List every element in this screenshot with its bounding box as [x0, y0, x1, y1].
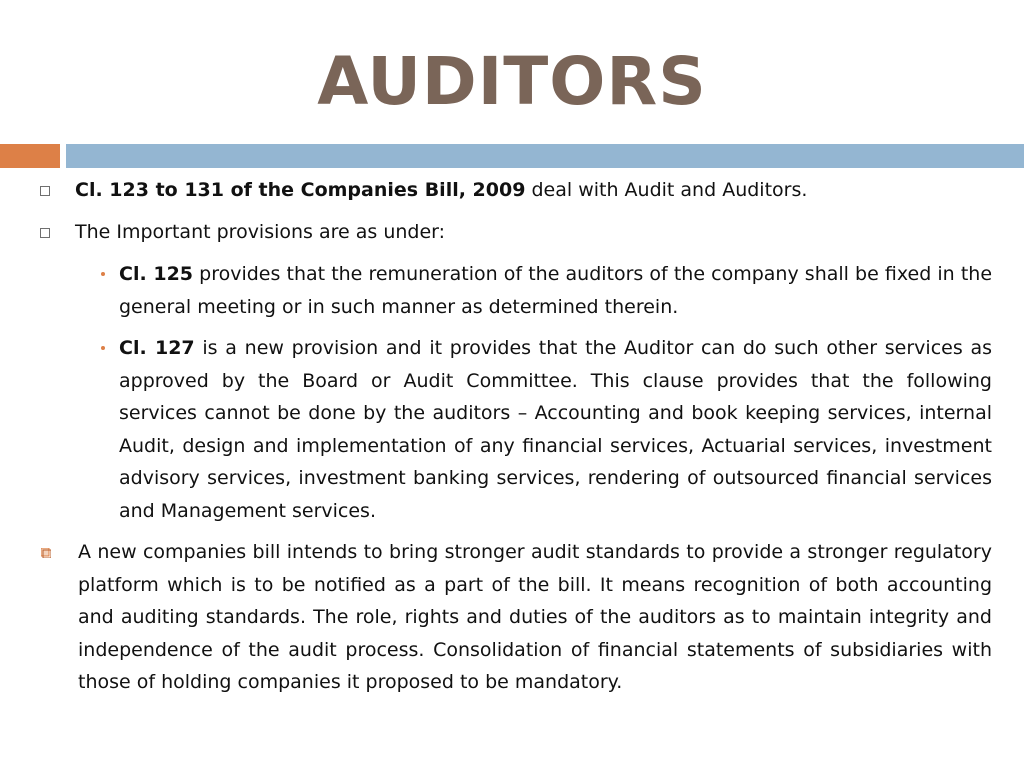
bullet-item	[75, 216, 992, 249]
sub-bullet-item	[119, 258, 992, 323]
slide-title: AUDITORS	[317, 43, 707, 120]
accent-bar-orange	[0, 144, 60, 168]
square-bullet-icon	[40, 228, 50, 238]
bullet-text: A new companies bill intends to bring stronger audit standards to provide a stronger regulatory platform which is to be notified as a part of the bill. It means recognition of both accounting and auditing standards. The role, rights and duties of the auditors as to maintain integrity and independence of the audit process. Consolidation of financial statements of subsidiaries with those of holding companies it proposed to be mandatory.	[78, 541, 992, 693]
dot-bullet-icon	[101, 346, 105, 350]
bullet-text: provides that the remuneration of the auditors of the company shall be fixed in the general meeting or in such manner as determined therein.	[119, 263, 993, 318]
dot-bullet-icon	[101, 272, 105, 276]
bullet-text: is a new provision and it provides that the Auditor can do such other services as approved by the Board or Audit Committee. This clause provides that the following services cannot be done by the auditors – Accounting and book keeping services, internal Audit, design and implementation of any financial services, Actuarial services, investment advisory services, investment banking services, rendering of outsourced financial services and Management services.	[119, 337, 993, 522]
bullet-bold-text: Cl. 125	[119, 263, 194, 285]
square-3d-bullet-icon	[41, 548, 51, 558]
bullet-text: The Important provisions are as under:	[75, 221, 446, 243]
bullet-item	[78, 536, 992, 699]
sub-bullet-item	[119, 332, 992, 527]
accent-bar-blue	[66, 144, 1024, 168]
square-bullet-icon	[40, 186, 50, 196]
bullet-text: deal with Audit and Auditors.	[525, 179, 808, 201]
bullet-bold-text: Cl. 127	[119, 337, 195, 359]
bullet-item	[75, 174, 992, 207]
bullet-bold-text: Cl. 123 to 131 of the Companies Bill, 2009	[75, 179, 526, 201]
